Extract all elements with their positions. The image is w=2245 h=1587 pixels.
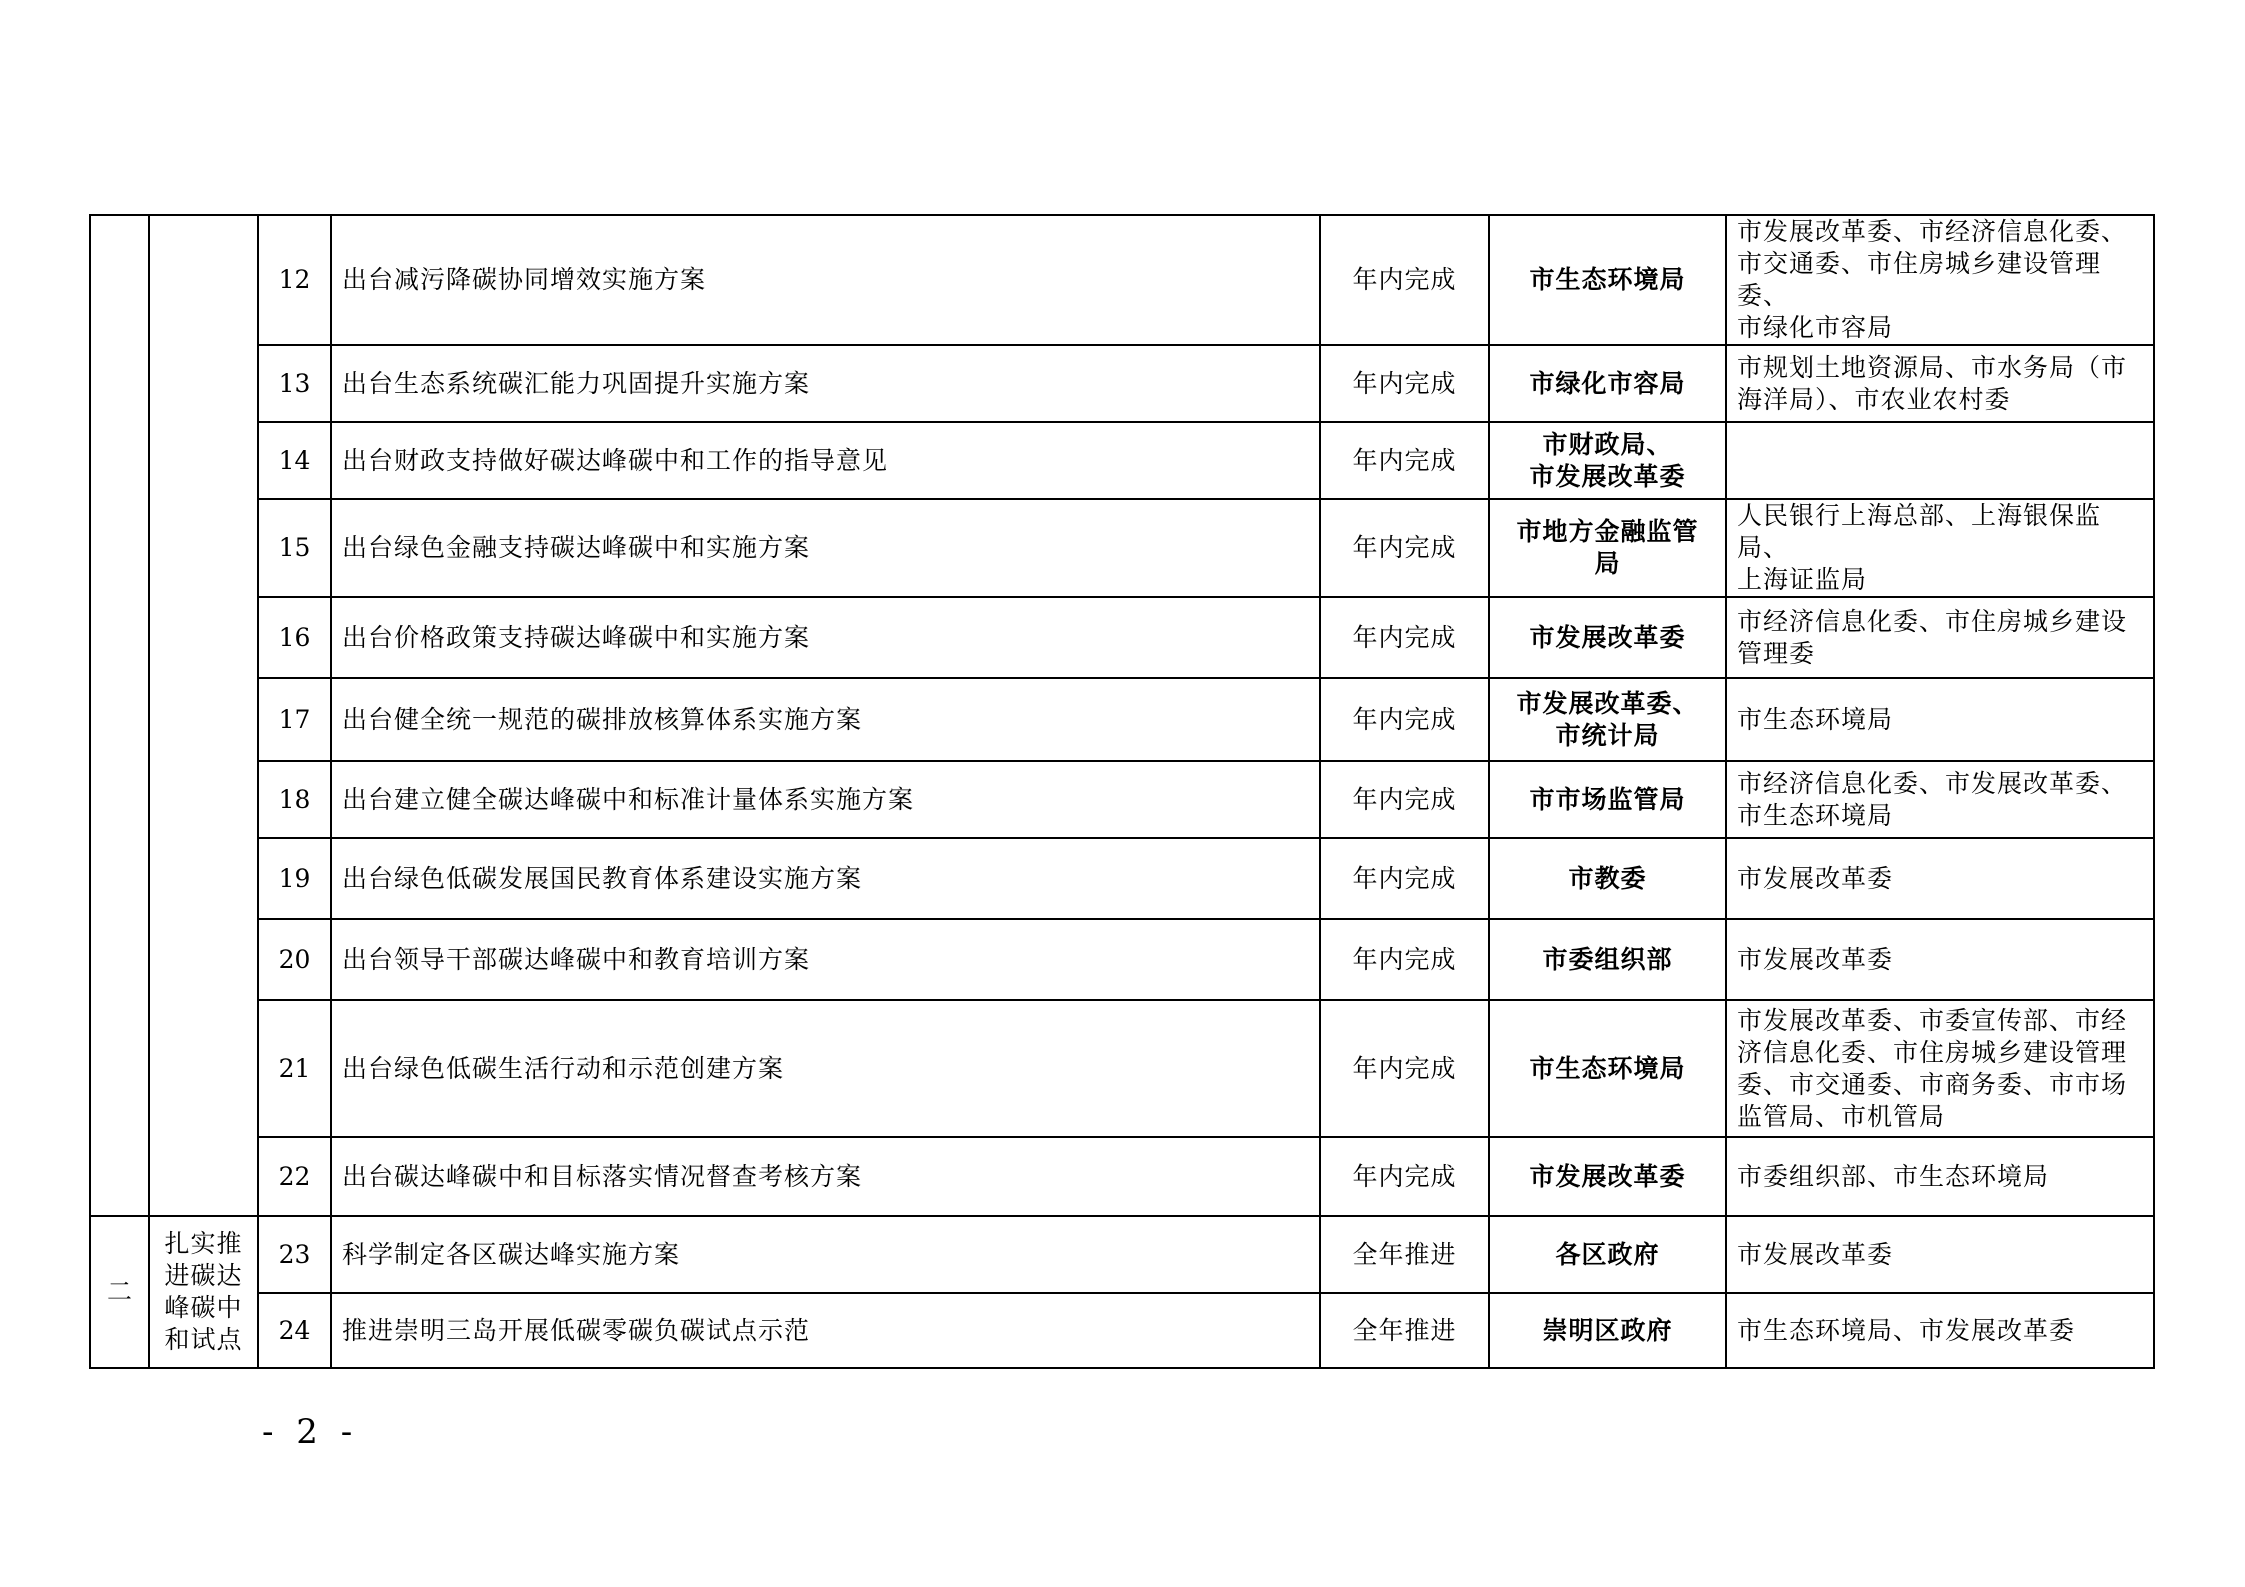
cooperating-department-line: 上海证监局 <box>1737 565 1868 594</box>
lead-department-line: 市发展改革委 <box>1529 622 1686 652</box>
item-number: 15 <box>258 499 331 597</box>
cooperating-department-line: 市发展改革委、市委宣传部、市经 <box>1737 1005 2128 1035</box>
cooperating-department-line: 海洋局）、市农业农村委 <box>1737 384 2011 414</box>
cooperating-departments <box>1726 1216 2154 1293</box>
task-description: 出台绿色低碳发展国民教育体系建设实施方案 <box>331 838 1320 919</box>
completion-time: 年内完成 <box>1320 422 1489 499</box>
completion-time: 年内完成 <box>1320 345 1489 422</box>
lead-department-line: 市绿化市容局 <box>1529 368 1686 398</box>
cooperating-departments <box>1726 499 2154 597</box>
cooperating-department-line: 市经济信息化委、市发展改革委、 <box>1737 768 2128 798</box>
page-number: - 2 - <box>262 1412 359 1452</box>
task-description: 出台绿色金融支持碳达峰碳中和实施方案 <box>331 499 1320 597</box>
cooperating-department-line: 市规划土地资源局、市水务局（市 <box>1737 352 2128 382</box>
completion-time: 年内完成 <box>1320 499 1489 597</box>
section-title-cell-1 <box>149 215 258 1216</box>
cooperating-departments <box>1726 345 2154 422</box>
lead-department-line: 市发展改革委 <box>1529 1161 1686 1191</box>
cooperating-department-line: 市发展改革委 <box>1737 1239 1894 1269</box>
cooperating-department-line: 市生态环境局、市发展改革委 <box>1737 1315 2076 1345</box>
cooperating-departments <box>1726 1137 2154 1216</box>
completion-time: 年内完成 <box>1320 919 1489 1000</box>
lead-department-line: 市发展改革委 <box>1529 461 1686 491</box>
table-row <box>90 761 2154 838</box>
lead-department-line: 市市场监管局 <box>1529 784 1686 814</box>
item-number: 22 <box>258 1137 331 1216</box>
cooperating-department-line: 市委组织部、市生态环境局 <box>1737 1161 2050 1191</box>
cooperating-departments <box>1726 838 2154 919</box>
section-title-line: 扎实推 <box>164 1229 243 1258</box>
completion-time: 年内完成 <box>1320 678 1489 761</box>
item-number: 21 <box>258 1000 331 1137</box>
section-title-cell <box>149 1216 258 1368</box>
lead-department <box>1489 761 1726 838</box>
cooperating-departments <box>1726 1293 2154 1368</box>
lead-department <box>1489 1137 1726 1216</box>
cooperating-department-line: 市交通委、市住房城乡建设管理委、 <box>1737 249 2102 310</box>
task-description: 推进崇明三岛开展低碳零碳负碳试点示范 <box>331 1293 1320 1368</box>
cooperating-department-line: 济信息化委、市住房城乡建设管理 <box>1737 1037 2128 1067</box>
completion-time: 全年推进 <box>1320 1293 1489 1368</box>
section-title-line: 和试点 <box>164 1325 243 1354</box>
lead-department-line: 市发展改革委、 <box>1516 688 1699 718</box>
cooperating-departments <box>1726 597 2154 678</box>
task-description: 出台生态系统碳汇能力巩固提升实施方案 <box>331 345 1320 422</box>
task-description: 出台减污降碳协同增效实施方案 <box>331 215 1320 345</box>
table-row <box>90 1216 2154 1293</box>
lead-department-line: 市生态环境局 <box>1529 1053 1686 1083</box>
lead-department-line: 局 <box>1594 549 1621 578</box>
completion-time: 年内完成 <box>1320 1137 1489 1216</box>
cooperating-departments <box>1726 215 2154 345</box>
cooperating-departments <box>1726 422 2154 499</box>
task-description: 出台财政支持做好碳达峰碳中和工作的指导意见 <box>331 422 1320 499</box>
task-description: 出台领导干部碳达峰碳中和教育培训方案 <box>331 919 1320 1000</box>
item-number: 13 <box>258 345 331 422</box>
lead-department-line: 市统计局 <box>1555 720 1660 750</box>
lead-department <box>1489 1293 1726 1368</box>
table-row <box>90 1293 2154 1368</box>
cooperating-departments <box>1726 761 2154 838</box>
section-title-line: 进碳达 <box>164 1261 243 1290</box>
lead-department <box>1489 1000 1726 1137</box>
lead-department <box>1489 597 1726 678</box>
lead-department-line: 市委组织部 <box>1542 944 1673 974</box>
task-description: 出台绿色低碳生活行动和示范创建方案 <box>331 1000 1320 1137</box>
item-number: 20 <box>258 919 331 1000</box>
completion-time: 年内完成 <box>1320 838 1489 919</box>
cooperating-departments <box>1726 919 2154 1000</box>
task-table <box>89 214 2155 1369</box>
completion-time: 年内完成 <box>1320 1000 1489 1137</box>
cooperating-department-line: 市发展改革委、市经济信息化委、 <box>1737 217 2128 246</box>
task-description: 科学制定各区碳达峰实施方案 <box>331 1216 1320 1293</box>
lead-department <box>1489 1216 1726 1293</box>
item-number: 19 <box>258 838 331 919</box>
completion-time: 全年推进 <box>1320 1216 1489 1293</box>
cooperating-departments <box>1726 678 2154 761</box>
cooperating-department-line: 市绿化市容局 <box>1737 313 1894 342</box>
table-row <box>90 1000 2154 1137</box>
table-row <box>90 345 2154 422</box>
table-row <box>90 597 2154 678</box>
item-number: 23 <box>258 1216 331 1293</box>
completion-time: 年内完成 <box>1320 215 1489 345</box>
lead-department <box>1489 215 1726 345</box>
item-number: 14 <box>258 422 331 499</box>
item-number: 12 <box>258 215 331 345</box>
table-row <box>90 422 2154 499</box>
lead-department-line: 市教委 <box>1568 863 1647 893</box>
cooperating-department-line: 人民银行上海总部、上海银保监局、 <box>1737 501 2102 562</box>
cooperating-department-line: 市发展改革委 <box>1737 863 1894 893</box>
cooperating-department-line: 市发展改革委 <box>1737 944 1894 974</box>
item-number: 16 <box>258 597 331 678</box>
lead-department-line: 崇明区政府 <box>1542 1315 1673 1345</box>
task-description: 出台健全统一规范的碳排放核算体系实施方案 <box>331 678 1320 761</box>
lead-department-line: 市生态环境局 <box>1529 265 1686 294</box>
lead-department-line: 市地方金融监管 <box>1516 517 1699 546</box>
cooperating-department-line: 管理委 <box>1737 638 1816 668</box>
lead-department <box>1489 678 1726 761</box>
item-number: 24 <box>258 1293 331 1368</box>
cooperating-department-line: 市生态环境局 <box>1737 800 1894 830</box>
section-title-line: 峰碳中 <box>164 1293 243 1322</box>
lead-department-line: 各区政府 <box>1555 1239 1660 1269</box>
table-row <box>90 499 2154 597</box>
table-row <box>90 215 2154 345</box>
lead-department <box>1489 838 1726 919</box>
task-description: 出台价格政策支持碳达峰碳中和实施方案 <box>331 597 1320 678</box>
section-number-cell: 二 <box>90 1216 149 1368</box>
completion-time: 年内完成 <box>1320 597 1489 678</box>
cooperating-department-line: 市经济信息化委、市住房城乡建设 <box>1737 606 2128 636</box>
table-row <box>90 1137 2154 1216</box>
lead-department <box>1489 499 1726 597</box>
cooperating-department-line: 委、市交通委、市商务委、市市场 <box>1737 1069 2128 1099</box>
lead-department-line: 市财政局、 <box>1542 429 1673 459</box>
item-number: 18 <box>258 761 331 838</box>
table-row <box>90 838 2154 919</box>
lead-department <box>1489 422 1726 499</box>
completion-time: 年内完成 <box>1320 761 1489 838</box>
item-number: 17 <box>258 678 331 761</box>
table-row <box>90 919 2154 1000</box>
task-description: 出台建立健全碳达峰碳中和标准计量体系实施方案 <box>331 761 1320 838</box>
table-row <box>90 678 2154 761</box>
lead-department <box>1489 919 1726 1000</box>
cooperating-department-line: 监管局、市机管局 <box>1737 1101 1946 1131</box>
section-number-cell-1 <box>90 215 149 1216</box>
task-description: 出台碳达峰碳中和目标落实情况督查考核方案 <box>331 1137 1320 1216</box>
lead-department <box>1489 345 1726 422</box>
cooperating-departments <box>1726 1000 2154 1137</box>
cooperating-department-line: 市生态环境局 <box>1737 704 1894 734</box>
